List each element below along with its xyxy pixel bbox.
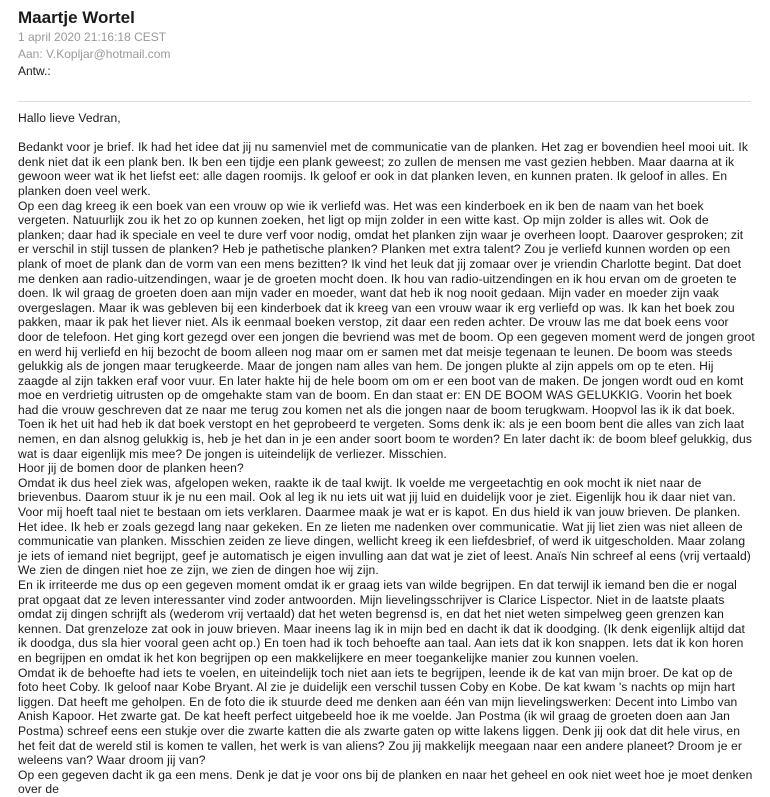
paragraph: Omdat ik de behoefte had iets te voelen, en uiteindelijk toch niet aan iets te begrijpen, leende ik de kat van mijn broer. De kat op de foto heet Coby. Ik geloof naar Kobe Bryant. Al zie je duidelijk een verschil tussen Coby en Kobe. De kat kwam 's nachts op mijn hart liggen. Dat heeft me geholpen. En de foto die ik stuurde deed me denken aan één van mijn lievelingswerken: Decent into Limbo van Anish Kapoor. Het zwarte gat. De kat heeft perfect uitgebeeld hoe ik me voelde. Jan Postma (ik wil graag de groeten doen aan Jan Postma) schreef eens een stukje over die zwarte katten die als zwarte gaten op witte lakens liggen. Denk jij ook dat dit hele virus, en het feit dat de wereld stil is komen te vallen, het werk is van aliens? Zou jij makkelijk meegaan naar een andere planeet? Droom je er weleens van? Waar droom jij van? [18,665,742,768]
blank-line [18,126,755,141]
recipient-line[interactable]: Aan: V.Kopljar@hotmail.com [18,47,171,61]
paragraph: Hoor jij de bomen door de planken heen? [18,461,244,476]
paragraph: En ik irriteerde me dus op een gegeven moment omdat ik er graag iets van wilde begrijpen. En dat terwijl ik iemand ben die er nogal prat opgaat dat ze leven interessanter vind zoder antwoorden. Mijn lievelingsschrijver is Clarice Lispector. Niet in de laatste plaats omdat zij dingen schrijft als (wederom vrij vertaald) dat het weten begrensd is, en dat het niet weten simpelweg geen grenzen kan kennen. Dat grenzeloze zat ook in jouw brieven. Maar ineens lag ik in mijn bed en dacht ik dat ik doodging. (Ik denk eigenlijk altijd dat ik doodga, dus sla hier vooral geen acht op.) En toen had ik toch behoefte aan taal. Aan iets dat ik kon snappen. Iets dat ik kon horen en begrijpen en omdat ik het kon begrijpen op een makkelijkere en meer toegankelijke manier zou kunnen voelen. [18,578,745,665]
paragraph: Op een dag kreeg ik een boek van een vrouw op wie ik verliefd was. Het was een kinderboek en ik ben de naam van het boek vergeten. Natuurlijk zou ik het zo op kunnen zoeken, het ligt op mijn zolder in een witte kast. Op mijn zolder is alles wit. Ook de planken; daar had ik speciale en veel te dure verf voor nodig, omdat het planken zijn waar je overheen loopt. Daarover gesproken; zit er verschil in stijl tussen de planken? Heb je pathetische planken? Planken met extra talent? Zou je verliefd kunnen worden op een plank of moet de plank dan de vorm van een mens bezitten? Ik vind het leuk dat jij zomaar over je vriendin Charlotte begint. Dat doet me denken aan radio-uitzendingen, waar je de groeten mocht doen. Ik hou van radio-uitzendingen en ik hou ervan om de groeten te doen. Ik wil graag de groeten doen aan mijn vader en moeder, want dat heb ik nog nooit gedaan. Mijn vader en moeder zijn vaak overgeslagen. Maar ik was gebleven bij een kinderboek dat ik kreeg van een vrouw waar ik erg verliefd op was. Ik kan het boek zou pakken, maar ik pak het liever niet. Als ik eenmaal boeken verstop, zit daar een reden achter. De vrouw las me dat boek eens voor door de telefoon. Het ging kort gezegd over een jongen die bevriend was met de boom. Op een gegeven moment werd de jongen groot en werd hij verliefd en hij bezocht de boom alleen nog maar om er samen met dat meisje tegenaan te leunen. De boom was steeds gelukkig als de jongen maar terugkeerde. Maar de jongen nam alles van hem. De jongen plukte al zijn appels om op te eten. Hij zaagde al zijn takken eraf voor vuur. En later hakte hij de hele boom om om er een boot van de maken. De jongen wordt oud en komt moe en verdrietig uitrusten op de omgehakte stam van de boom. En dan staat er: EN DE BOOM WAS GELUKKIG. Voorin het boek had die vrouw geschreven dat ze naar me terug zou komen net als die jongen naar de boom terugkwam. Hoopvol las ik ik dat boek. Toen ik het uit had heb ik dat boek verstopt en het geprobeerd te vergeten. Soms denk ik: als je een boom bent die alles van zich laat nemen, en dan alsnog gelukkig is, heb je het dan in je een ander soort boom te worden? En later dacht ik: de boom bleef gelukkig, dus wat is daar eigenlijk mis mee? De jongen is uiteindelijk de verliezer. Misschien. [18,198,755,461]
date-line: 1 april 2020 21:16:18 CEST [18,30,167,44]
sender-name[interactable]: Maartje Wortel [18,8,135,27]
header-divider [18,101,751,102]
paragraph: Op een gegeven dacht ik ga een mens. Denk je dat je voor ons bij de planken en naar het geheel en ook niet weet hoe je moet denken over de [18,767,753,797]
greeting: Hallo lieve Vedran, [18,111,121,125]
mail-header [0,0,770,94]
paragraph: Omdat ik dus heel ziek was, afgelopen weken, raakte ik de taal kwijt. Ik voelde me vergeetachtig en ook mocht ik niet naar de brievenbus. Daarom stuur ik je nu een mail. Ook al leg ik nu iets uit wat jij luid en duidelijk voor je ziet. Eigenlijk hou ik daar niet van. Voor mij hoeft taal niet te bestaan om iets verklaren. Daarmee maak je wat er is kapot. En dus hield ik van jouw brieven. De planken. Het idee. Ik heb er zoals gezegd lang naar gekeken. En ze lieten me nadenken over communicatie. Wat jij liet zien was niet alleen de communicatie van planken. Misschien zeiden ze lieve dingen, wellicht kreeg ik een liefdesbrief, of werd ik uitgescholden. Maar zolang je iets of iemand niet begrijpt, geef je automatisch je eigen invulling aan dat wat je ziet of leest. Anaïs Nin schreef al eens (vrij vertaald) We zien de dingen niet hoe ze zijn, we zien de dingen hoe wij zijn. [18,475,751,578]
reply-to-line: Antw.: [18,64,51,78]
mail-body [18,111,755,797]
paragraph: Bedankt voor je brief. Ik had het idee dat jij nu samenviel met de communicatie van de planken. Het zag er bovendien heel mooi uit. Ik denk niet dat ik een plank ben. Ik ben een tijdje een plank geweest; zo zullen de mensen me vast gezien hebben. Maar daarna at ik gewoon weer wat ik het liefst eet: alle dagen roomijs. Ik geloof er ook in dat planken leven, en kunnen praten. Ik geloof in alles. En planken doen veel werk. [18,140,749,198]
